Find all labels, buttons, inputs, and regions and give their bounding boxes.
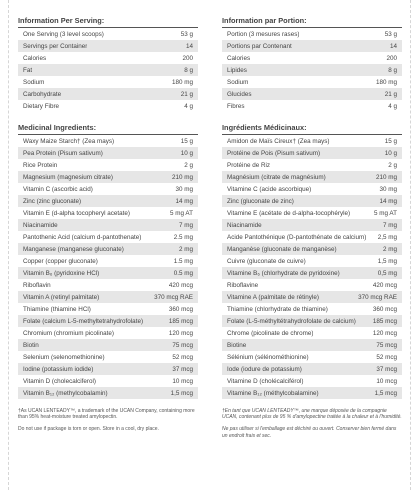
- english-panel: [18, 0, 198, 439]
- row-label: Acide Pantothénique (D-pantothénate de calcium): [227, 233, 367, 241]
- row-value: 10 mcg: [172, 377, 193, 385]
- row-value: 37 mcg: [376, 365, 397, 373]
- serving-info-table-fr: [222, 27, 402, 112]
- table-row: [222, 375, 402, 387]
- row-value: 53 g: [180, 30, 193, 38]
- row-label: Riboflavine: [227, 281, 259, 289]
- table-row: [222, 88, 402, 100]
- table-row: [222, 315, 402, 327]
- row-value: 370 mcg RAE: [358, 293, 397, 301]
- row-value: 1,5 mcg: [170, 389, 193, 397]
- row-value: 52 mcg: [376, 353, 397, 361]
- table-row: [18, 88, 198, 100]
- table-row: [222, 267, 402, 279]
- row-label: Riboflavin: [23, 281, 51, 289]
- table-row: [18, 243, 198, 255]
- english-footnotes: [18, 408, 198, 433]
- row-label: Iode (iodure de potassium): [227, 365, 302, 373]
- row-label: Selenium (selenomethionine): [23, 353, 105, 361]
- row-label: Fat: [23, 66, 33, 74]
- row-value: 75 mcg: [172, 341, 193, 349]
- row-label: Biotin: [23, 341, 39, 349]
- serving-info-table: [18, 27, 198, 112]
- row-value: 5 mg AT: [374, 209, 397, 217]
- row-value: 8 g: [184, 66, 193, 74]
- row-label: Vitamine D (cholécalciférol): [227, 377, 304, 385]
- row-label: Thiamine (thiamine HCl): [23, 305, 91, 313]
- row-label: Magnésium (citrate de magnésium): [227, 173, 326, 181]
- medicinal-ingredients-heading-fr: Ingrédients Médicinaux:: [222, 123, 307, 132]
- table-row: [222, 207, 402, 219]
- row-value: 370 mcg RAE: [154, 293, 193, 301]
- row-label: Portion (3 mesures rases): [227, 30, 300, 38]
- row-label: Magnesium (magnesium citrate): [23, 173, 113, 181]
- row-label: Vitamin B₁₂ (methylcobalamin): [23, 389, 108, 397]
- row-label: Chromium (chromium picolinate): [23, 329, 114, 337]
- serving-info-heading-fr: Information par Portion:: [222, 16, 307, 25]
- row-label: Folate (calcium L-5-methyltetrahydrofolate): [23, 317, 144, 325]
- row-label: Pea Protein (Pisum sativum): [23, 149, 103, 157]
- row-value: 185 mcg: [372, 317, 397, 325]
- row-value: 5 mg AT: [170, 209, 193, 217]
- row-value: 14 mg: [379, 197, 397, 205]
- table-row: [18, 327, 198, 339]
- table-row: [18, 387, 198, 399]
- row-value: 21 g: [384, 90, 397, 98]
- row-label: Thiamine (chlorhydrate de thiamine): [227, 305, 328, 313]
- row-value: 180 mg: [171, 78, 193, 86]
- row-value: 75 mcg: [376, 341, 397, 349]
- row-value: 420 mcg: [168, 281, 193, 289]
- row-label: Vitamin E (d-alpha tocopheryl acetate): [23, 209, 130, 217]
- row-label: Vitamin D (cholecalciferol): [23, 377, 97, 385]
- row-value: 2.5 mg: [173, 233, 193, 241]
- row-value: 120 mcg: [168, 329, 193, 337]
- row-label: Sodium: [227, 78, 249, 86]
- row-value: 180 mg: [375, 78, 397, 86]
- row-label: Cuivre (gluconate de cuivre): [227, 257, 306, 265]
- row-label: Waxy Maize Starch† (Zea mays): [23, 137, 115, 145]
- table-row: [222, 219, 402, 231]
- table-row: [222, 387, 402, 399]
- row-value: 10 mcg: [376, 377, 397, 385]
- table-row: [222, 303, 402, 315]
- row-label: Zinc (zinc gluconate): [23, 197, 82, 205]
- row-label: Vitamin A (retinyl palmitate): [23, 293, 100, 301]
- row-value: 210 mg: [171, 173, 193, 181]
- storage-warning-fr: Ne pas utiliser si l'emballage est déchiré ou ouvert. Conserver bien fermé dans un endroit frais et sec.: [222, 426, 397, 439]
- row-value: 7 mg: [179, 221, 193, 229]
- row-value: 420 mcg: [372, 281, 397, 289]
- row-label: Pantothenic Acid (calcium d-pantothenate): [23, 233, 142, 241]
- row-value: 200: [386, 54, 397, 62]
- french-panel: [222, 0, 402, 445]
- row-value: 10 g: [384, 149, 397, 157]
- table-row: [18, 147, 198, 159]
- table-row: [222, 52, 402, 64]
- trademark-footnote-fr: †En tant que UCAN LENTEADY™, une marque déposée de la compagnie UCAN, contenant plus de 95 % d'amylopectine traitée à la chaleur et à l'humidité.: [222, 408, 402, 421]
- row-label: Protéine de Pois (Pisum sativum): [227, 149, 321, 157]
- row-value: 10 g: [180, 149, 193, 157]
- french-footnotes: [222, 408, 402, 439]
- row-value: 2 mg: [179, 245, 193, 253]
- table-row: [18, 255, 198, 267]
- table-row: [18, 135, 198, 147]
- table-row: [18, 303, 198, 315]
- table-row: [18, 76, 198, 88]
- row-value: 1,5 mcg: [374, 389, 397, 397]
- row-value: 30 mg: [175, 185, 193, 193]
- row-label: Calories: [23, 54, 47, 62]
- row-label: Vitamine B₆ (chlorhydrate de pyridoxine): [227, 269, 340, 277]
- row-value: 120 mcg: [372, 329, 397, 337]
- storage-warning: Do not use if package is torn or open. Store in a cool, dry place.: [18, 426, 159, 433]
- row-value: 210 mg: [375, 173, 397, 181]
- table-row: [222, 183, 402, 195]
- table-row: [18, 219, 198, 231]
- table-row: [222, 135, 402, 147]
- table-row: [18, 351, 198, 363]
- table-row: [18, 40, 198, 52]
- table-row: [18, 64, 198, 76]
- row-value: 185 mcg: [168, 317, 193, 325]
- medicinal-ingredients-table: [18, 134, 198, 399]
- row-label: Portions par Contenant: [227, 42, 292, 50]
- row-value: 1.5 mg: [173, 257, 193, 265]
- table-row: [18, 315, 198, 327]
- row-label: Manganèse (gluconate de manganèse): [227, 245, 337, 253]
- table-row: [222, 159, 402, 171]
- row-label: Manganese (manganese gluconate): [23, 245, 124, 253]
- row-value: 0,5 mg: [377, 269, 397, 277]
- medicinal-ingredients-heading: Medicinal Ingredients:: [18, 123, 97, 132]
- row-value: 30 mg: [379, 185, 397, 193]
- row-label: Biotine: [227, 341, 247, 349]
- serving-info-heading: Information Per Serving:: [18, 16, 105, 25]
- row-label: One Serving (3 level scoops): [23, 30, 104, 38]
- table-row: [222, 327, 402, 339]
- row-label: Fibres: [227, 102, 245, 110]
- row-value: 15 g: [180, 137, 193, 145]
- row-value: 53 g: [384, 30, 397, 38]
- row-label: Calories: [227, 54, 251, 62]
- right-dashed-guide: [410, 0, 411, 490]
- table-row: [18, 183, 198, 195]
- table-row: [222, 100, 402, 112]
- row-value: 1,5 mg: [377, 257, 397, 265]
- row-label: Vitamin C (ascorbic acid): [23, 185, 93, 193]
- table-row: [222, 147, 402, 159]
- table-row: [222, 64, 402, 76]
- table-row: [222, 351, 402, 363]
- row-value: 2 g: [184, 161, 193, 169]
- table-row: [222, 243, 402, 255]
- row-value: 21 g: [180, 90, 193, 98]
- row-label: Servings per Container: [23, 42, 88, 50]
- medicinal-ingredients-table-fr: [222, 134, 402, 399]
- row-label: Carbohydrate: [23, 90, 62, 98]
- row-value: 15 g: [384, 137, 397, 145]
- table-row: [222, 339, 402, 351]
- table-row: [18, 279, 198, 291]
- row-label: Protéine de Riz: [227, 161, 271, 169]
- row-value: 8 g: [388, 66, 397, 74]
- row-label: Zinc (gluconate de zinc): [227, 197, 294, 205]
- row-label: Niacinamide: [227, 221, 262, 229]
- table-row: [18, 28, 198, 40]
- left-dashed-guide: [8, 0, 9, 490]
- row-label: Folate (L-5-méthyltétrahydrofolate de calcium): [227, 317, 356, 325]
- row-label: Lipides: [227, 66, 247, 74]
- row-label: Rice Protein: [23, 161, 58, 169]
- row-value: 200: [182, 54, 193, 62]
- row-label: Amidon de Maïs Cireux† (Zea mays): [227, 137, 330, 145]
- table-row: [222, 195, 402, 207]
- table-row: [222, 231, 402, 243]
- row-value: 2 g: [388, 161, 397, 169]
- row-value: 4 g: [388, 102, 397, 110]
- row-value: 0.5 mg: [173, 269, 193, 277]
- row-value: 14: [185, 42, 193, 50]
- row-value: 2 mg: [383, 245, 397, 253]
- row-value: 4 g: [184, 102, 193, 110]
- row-label: Sodium: [23, 78, 45, 86]
- row-value: 52 mcg: [172, 353, 193, 361]
- table-row: [18, 159, 198, 171]
- table-row: [18, 100, 198, 112]
- table-row: [18, 52, 198, 64]
- row-label: Iodine (potassium iodide): [23, 365, 94, 373]
- table-row: [222, 363, 402, 375]
- row-value: 360 mcg: [372, 305, 397, 313]
- row-label: Glucides: [227, 90, 252, 98]
- table-row: [18, 375, 198, 387]
- table-row: [18, 267, 198, 279]
- table-row: [18, 207, 198, 219]
- row-label: Copper (copper gluconate): [23, 257, 98, 265]
- row-value: 14: [389, 42, 397, 50]
- row-value: 7 mg: [383, 221, 397, 229]
- table-row: [18, 339, 198, 351]
- row-label: Dietary Fibre: [23, 102, 60, 110]
- row-label: Vitamine C (acide ascorbique): [227, 185, 312, 193]
- row-value: 14 mg: [175, 197, 193, 205]
- row-label: Vitamine A (palmitate de rétinyle): [227, 293, 319, 301]
- table-row: [222, 171, 402, 183]
- row-label: Vitamine B₁₂ (méthylcobalamine): [227, 389, 319, 397]
- table-row: [222, 255, 402, 267]
- row-label: Vitamin B₆ (pyridoxine HCl): [23, 269, 100, 277]
- row-value: 360 mcg: [168, 305, 193, 313]
- row-label: Chrome (picolinate de chrome): [227, 329, 314, 337]
- table-row: [222, 279, 402, 291]
- row-label: Niacinamide: [23, 221, 58, 229]
- table-row: [222, 28, 402, 40]
- table-row: [18, 231, 198, 243]
- table-row: [222, 76, 402, 88]
- row-label: Sélénium (sélénométhionine): [227, 353, 309, 361]
- table-row: [222, 291, 402, 303]
- table-row: [18, 363, 198, 375]
- table-row: [18, 171, 198, 183]
- table-row: [18, 291, 198, 303]
- row-value: 37 mcg: [172, 365, 193, 373]
- trademark-footnote: †As UCAN LENTEADY™, a trademark of the UCAN Company, containing more than 95% heat-moisture treated amylopectin.: [18, 408, 195, 421]
- row-value: 2,5 mg: [377, 233, 397, 241]
- table-row: [222, 40, 402, 52]
- row-label: Vitamine E (acétate de d-alpha-tocophéryle): [227, 209, 351, 217]
- table-row: [18, 195, 198, 207]
